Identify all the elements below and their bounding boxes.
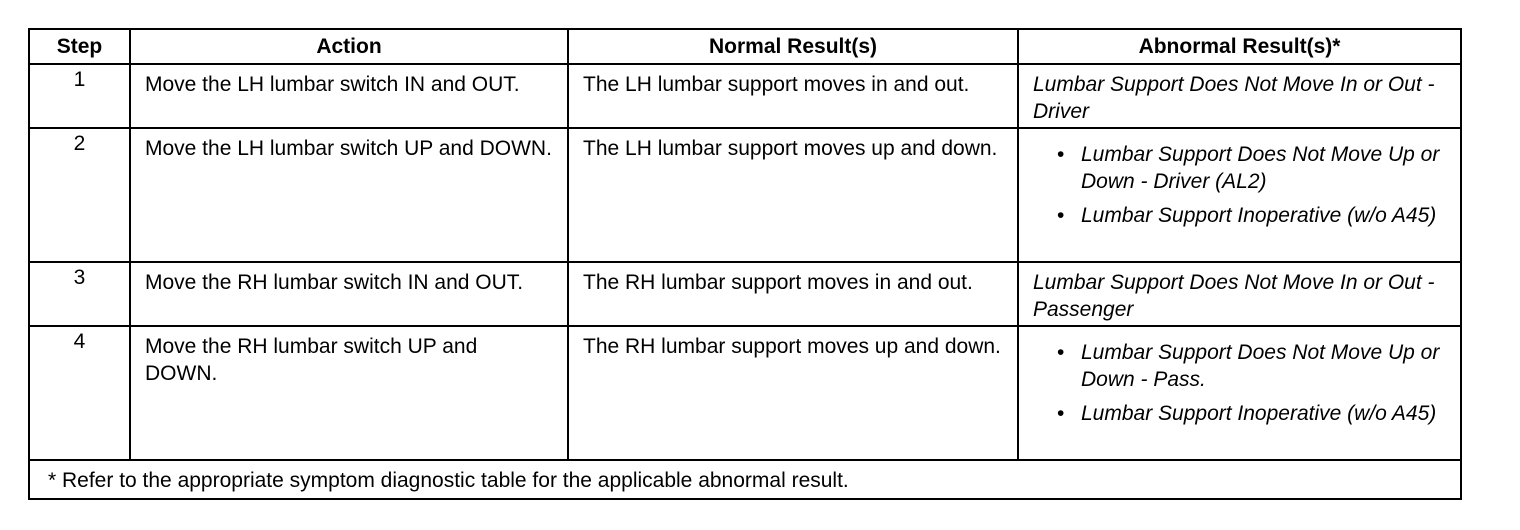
abnormal-result-item: • Lumbar Support Does Not Move Up or Down - Pass. bbox=[1081, 339, 1446, 393]
abnormal-result-cell: Lumbar Support Does Not Move In or Out - Driver bbox=[1018, 64, 1461, 128]
header-step: Step bbox=[29, 29, 130, 64]
normal-result-cell: The RH lumbar support moves in and out. bbox=[568, 262, 1018, 326]
abnormal-result-cell: Lumbar Support Does Not Move In or Out - Passenger bbox=[1018, 262, 1461, 326]
table-row bbox=[29, 128, 1461, 262]
abnormal-result-item: • Lumbar Support Inoperative (w/o A45) bbox=[1081, 400, 1446, 427]
table-row bbox=[29, 262, 1461, 326]
step-number: 2 bbox=[29, 128, 130, 262]
action-cell: Move the LH lumbar switch IN and OUT. bbox=[130, 64, 568, 128]
action-cell: Move the RH lumbar switch IN and OUT. bbox=[130, 262, 568, 326]
header-normal-results: Normal Result(s) bbox=[568, 29, 1018, 64]
header-action: Action bbox=[130, 29, 568, 64]
normal-result-cell: The RH lumbar support moves up and down. bbox=[568, 326, 1018, 460]
abnormal-result-cell bbox=[1018, 128, 1461, 262]
action-cell: Move the LH lumbar switch UP and DOWN. bbox=[130, 128, 568, 262]
normal-result-cell: The LH lumbar support moves up and down. bbox=[568, 128, 1018, 262]
table-row bbox=[29, 326, 1461, 460]
diagnostic-table bbox=[28, 28, 1462, 500]
abnormal-result-list bbox=[1033, 339, 1446, 427]
step-number: 4 bbox=[29, 326, 130, 460]
abnormal-result-item: • Lumbar Support Does Not Move Up or Down - Driver (AL2) bbox=[1081, 141, 1446, 195]
header-abnormal-results: Abnormal Result(s)* bbox=[1018, 29, 1461, 64]
step-number: 1 bbox=[29, 64, 130, 128]
step-number: 3 bbox=[29, 262, 130, 326]
action-cell: Move the RH lumbar switch UP and DOWN. bbox=[130, 326, 568, 460]
abnormal-result-list bbox=[1033, 141, 1446, 229]
normal-result-cell: The LH lumbar support moves in and out. bbox=[568, 64, 1018, 128]
footnote: * Refer to the appropriate symptom diagnostic table for the applicable abnormal result. bbox=[29, 460, 1461, 499]
table-row bbox=[29, 64, 1461, 128]
header-row bbox=[29, 29, 1461, 64]
abnormal-result-item: • Lumbar Support Inoperative (w/o A45) bbox=[1081, 202, 1446, 229]
footnote-row bbox=[29, 460, 1461, 499]
abnormal-result-cell bbox=[1018, 326, 1461, 460]
